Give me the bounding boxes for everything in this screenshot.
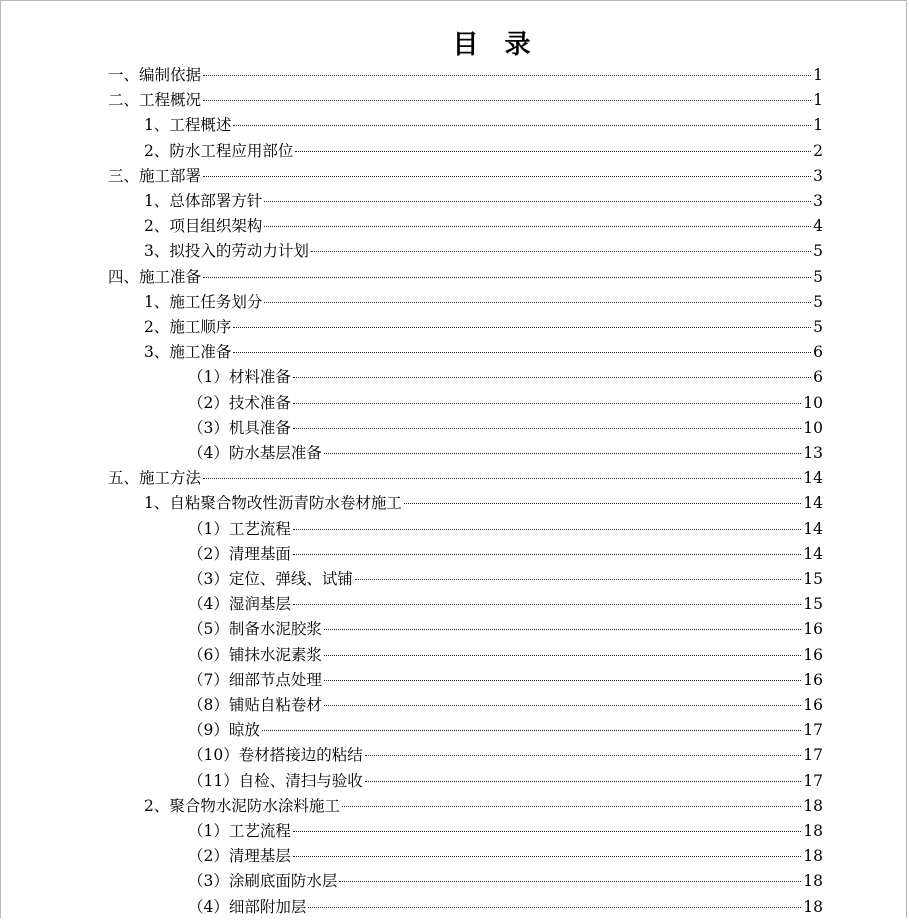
toc-entry[interactable] [0,567,823,592]
toc-leader-dots [293,553,801,555]
toc-leader-dots [203,477,801,479]
toc-entry-label: （2）清理基层 [188,847,291,866]
toc-entry[interactable] [0,239,823,264]
toc-entry-page-number: 17 [803,721,823,740]
toc-leader-dots [324,679,801,681]
toc-entry-label: 1、自粘聚合物改性沥青防水卷材施工 [144,494,402,513]
toc-leader-dots [311,250,811,252]
toc-entry-label: 3、施工准备 [144,343,232,362]
toc-entry-page-number: 6 [813,343,823,362]
toc-entry[interactable] [0,668,823,693]
toc-entry-page-number: 13 [803,444,823,462]
toc-entry-page-number: 4 [813,217,823,236]
toc-entry-label: 3、拟投入的劳动力计划 [144,242,309,261]
toc-entry-label: 2、施工顺序 [144,318,232,336]
toc-leader-dots [293,855,801,857]
toc-entry-page-number: 18 [803,897,823,916]
toc-leader-dots [293,402,801,404]
toc-leader-dots [293,528,801,530]
toc-entry-label: 五、施工方法 [108,469,202,488]
toc-entry-page-number: 16 [803,620,823,639]
title-char-2: 录 [504,30,533,60]
toc-entry-label: （1）工艺流程 [188,822,291,840]
toc-leader-dots [203,99,811,101]
toc-entry-label: 1、施工任务划分 [144,292,263,311]
toc-entry[interactable] [0,416,823,441]
toc-entry[interactable] [0,365,823,390]
toc-entry-label: （1）材料准备 [188,368,291,387]
toc-entry[interactable] [0,265,823,290]
toc-leader-dots [262,729,801,731]
toc-entry-page-number: 18 [803,796,823,815]
toc-leader-dots [293,427,801,429]
toc-entry-page-number: 17 [803,771,823,790]
toc-entry-label: 2、防水工程应用部位 [144,141,294,160]
toc-entry-page-number: 5 [813,292,823,311]
toc-entry-label: 三、施工部署 [108,166,202,185]
toc-leader-dots [264,225,811,227]
toc-entry[interactable] [0,466,823,491]
toc-entry-label: （3）机具准备 [188,418,291,437]
toc-entry-label: （4）湿润基层 [188,595,291,614]
toc-entry-label: （2）技术准备 [188,393,291,412]
toc-entry[interactable] [0,693,823,718]
toc-leader-dots [365,780,802,782]
toc-entry[interactable] [0,441,823,466]
toc-leader-dots [233,351,811,353]
toc-entry-label: （5）制备水泥胶浆 [188,620,322,639]
toc-entry-page-number: 5 [813,242,823,261]
toc-entry[interactable] [0,769,823,794]
toc-entry[interactable] [0,491,823,516]
toc-leader-dots [324,452,801,454]
toc-leader-dots [293,830,801,832]
toc-leader-dots [264,301,811,303]
toc-entry[interactable] [0,718,823,743]
toc-entry-label: 1、工程概述 [144,116,232,135]
toc-leader-dots [203,276,811,278]
toc-entry-label: （6）铺抹水泥素浆 [188,645,322,664]
toc-leader-dots [264,200,811,202]
toc-entry-page-number: 1 [813,116,823,135]
toc-leader-dots [295,150,811,152]
toc-entry-label: 二、工程概况 [108,91,202,110]
toc-entry[interactable] [0,743,823,768]
toc-entry[interactable] [0,517,823,542]
toc-entry-page-number: 14 [803,494,823,513]
toc-entry-label: 2、项目组织架构 [144,217,263,236]
toc-leader-dots [342,805,801,807]
toc-leader-dots [203,175,811,177]
toc-leader-dots [324,654,801,656]
toc-entry-label: （2）清理基面 [188,544,291,563]
toc-entry-page-number: 14 [803,469,823,488]
toc-leader-dots [339,880,801,882]
toc-leader-dots [324,628,801,630]
toc-entry-page-number: 3 [813,166,823,185]
toc-entry[interactable] [0,643,823,668]
toc-entry[interactable] [0,315,823,340]
toc-entry-page-number: 1 [813,66,823,84]
title-char-1: 目 [452,30,481,60]
toc-entry-page-number: 18 [803,872,823,891]
toc-entry[interactable] [0,844,823,869]
toc-entry[interactable] [0,88,823,113]
toc-entry-page-number: 3 [813,192,823,210]
toc-entry-page-number: 14 [803,519,823,538]
toc-entry[interactable] [0,391,823,416]
toc-entry[interactable] [0,542,823,567]
toc-entry[interactable] [0,113,823,138]
toc-entry-label: （11）自检、清扫与验收 [188,771,363,790]
toc-entry[interactable] [0,139,823,164]
toc-entry-label: 2、聚合物水泥防水涂料施工 [144,796,340,815]
toc-entry-page-number: 6 [813,368,823,387]
toc-entry-label: （7）细部节点处理 [188,670,322,689]
toc-entry-page-number: 17 [803,746,823,765]
toc-entry[interactable] [0,617,823,642]
toc-entry-label: （3）涂刷底面防水层 [188,872,338,891]
toc-entry-page-number: 16 [803,696,823,714]
toc-entry-page-number: 2 [813,141,823,160]
toc-entry[interactable] [0,819,823,844]
toc-entry[interactable] [0,340,823,365]
toc-entry[interactable] [0,63,823,88]
toc-leader-dots [365,754,802,756]
toc-entry-label: （1）工艺流程 [188,519,291,538]
toc-entry[interactable] [0,189,823,214]
toc-entry[interactable] [0,794,823,819]
toc-entry[interactable] [0,290,823,315]
toc-leader-dots [233,326,811,328]
toc-entry-label: （10）卷材搭接边的粘结 [188,746,363,765]
toc-entry[interactable] [0,214,823,239]
page-title [0,24,909,61]
toc-leader-dots [324,704,801,706]
toc-entry-label: （8）铺贴自粘卷材 [188,696,322,714]
toc-entry-page-number: 10 [803,393,823,412]
toc-entry[interactable] [0,895,823,920]
toc-leader-dots [404,502,801,504]
toc-leader-dots [308,906,801,908]
toc-entry[interactable] [0,592,823,617]
toc-leader-dots [203,74,811,76]
toc-entry-page-number: 1 [813,91,823,110]
toc-entry-label: 四、施工准备 [108,267,202,286]
toc-entry-page-number: 18 [803,847,823,866]
toc-entry-label: （3）定位、弹线、试铺 [188,570,353,588]
toc-entry-label: （4）防水基层准备 [188,444,322,462]
toc-entry[interactable] [0,164,823,189]
toc-leader-dots [293,376,811,378]
toc-entry-page-number: 5 [813,267,823,286]
toc-entry-label: （4）细部附加层 [188,897,307,916]
toc-entry-page-number: 18 [803,822,823,840]
toc-entry-page-number: 10 [803,418,823,437]
toc-leader-dots [293,603,801,605]
toc-entry-label: 1、总体部署方针 [144,192,263,210]
toc-entry-page-number: 5 [813,318,823,336]
toc-entry-page-number: 15 [803,570,823,588]
toc-entry-page-number: 14 [803,544,823,563]
toc-entry-page-number: 16 [803,670,823,689]
toc-entry-label: （9）晾放 [188,721,260,740]
toc-entry-page-number: 15 [803,595,823,614]
toc-leader-dots [355,578,801,580]
toc-entry[interactable] [0,869,823,894]
toc-entry-label: 一、编制依据 [108,66,202,84]
toc-entry-page-number: 16 [803,645,823,664]
toc-leader-dots [233,124,811,126]
